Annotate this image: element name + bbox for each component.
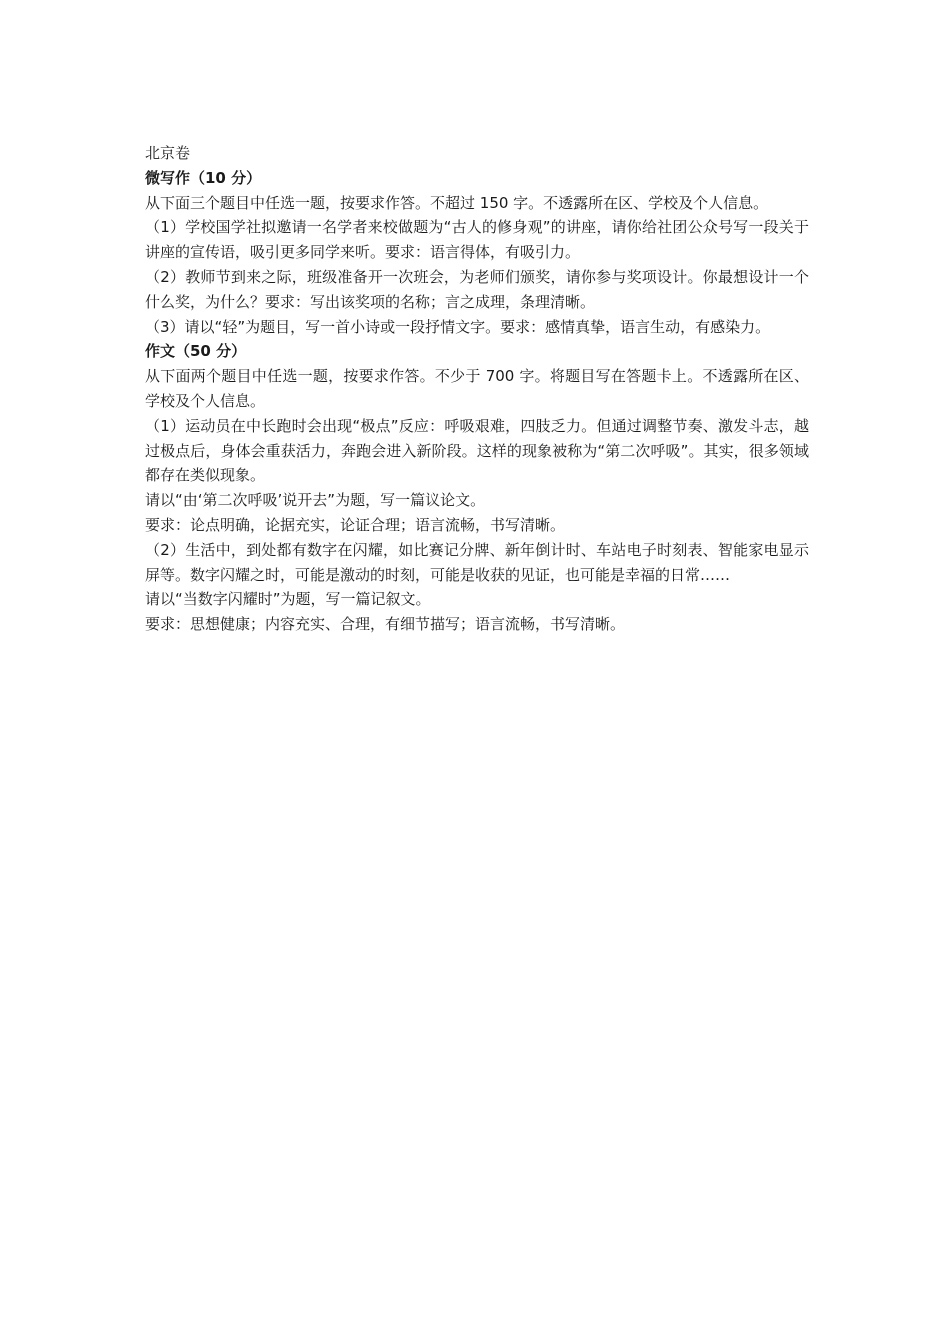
region-label: 北京卷 (145, 144, 191, 162)
essay-topic-2-prompt: 请以“当数字闪耀时”为题，写一篇记叙文。 (145, 590, 431, 609)
essay-topic-2-text: （2）生活中，到处都有数字在闪耀，如比赛记分牌、新年倒计时、车站电子时刻表、智能家电显示屏等。数字闪耀之时，可能是激动的时刻，可能是收获的见证，也可能是幸福的日常…… (145, 540, 809, 584)
section-heading-essay: 作文（50 分） (145, 342, 247, 361)
section-instruction: 从下面三个题目中任选一题，按要求作答。不超过 150 字。不透露所在区、学校及个人信息。 (145, 193, 769, 212)
essay-topic-2-requirement: 要求：思想健康；内容充实、合理，有细节描写；语言流畅，书写清晰。 (145, 615, 626, 634)
essay-topic-1-text: （1）运动员在中长跑时会出现“极点”反应：呼吸艰难，四肢乏力。但通过调整节奏、激发斗志，越过极点后，身体会重获活力，奔跑会进入新阶段。这样的现象被称为“第二次呼吸”。其实，很多领域都存在类似现象。 (145, 416, 809, 485)
micro-writing-item-3: （3）请以“轻”为题目，写一首小诗或一段抒情文字。要求：感情真挚，语言生动，有感染力。 (145, 317, 771, 336)
micro-writing-item-1: （1）学校国学社拟邀请一名学者来校做题为“古人的修身观”的讲座，请你给社团公众号写一段关于讲座的宣传语，吸引更多同学来听。要求：语言得体，有吸引力。 (145, 218, 809, 262)
essay-topic-1-prompt: 请以“由‘第二次呼吸’说开去”为题，写一篇议论文。 (145, 491, 486, 510)
section-heading-micro-writing: 微写作（10 分） (145, 168, 262, 187)
essay-topic-1-requirement: 要求：论点明确，论据充实，论证合理；语言流畅，书写清晰。 (145, 515, 566, 534)
micro-writing-item-2: （2）教师节到来之际，班级准备开一次班会，为老师们颁奖，请你参与奖项设计。你最想设计一个什么奖，为什么？要求：写出该奖项的名称；言之成理，条理清晰。 (145, 267, 809, 311)
document-page (145, 141, 809, 637)
section-instruction: 从下面两个题目中任选一题，按要求作答。不少于 700 字。将题目写在答题卡上。不透露所在区、学校及个人信息。 (145, 367, 809, 410)
